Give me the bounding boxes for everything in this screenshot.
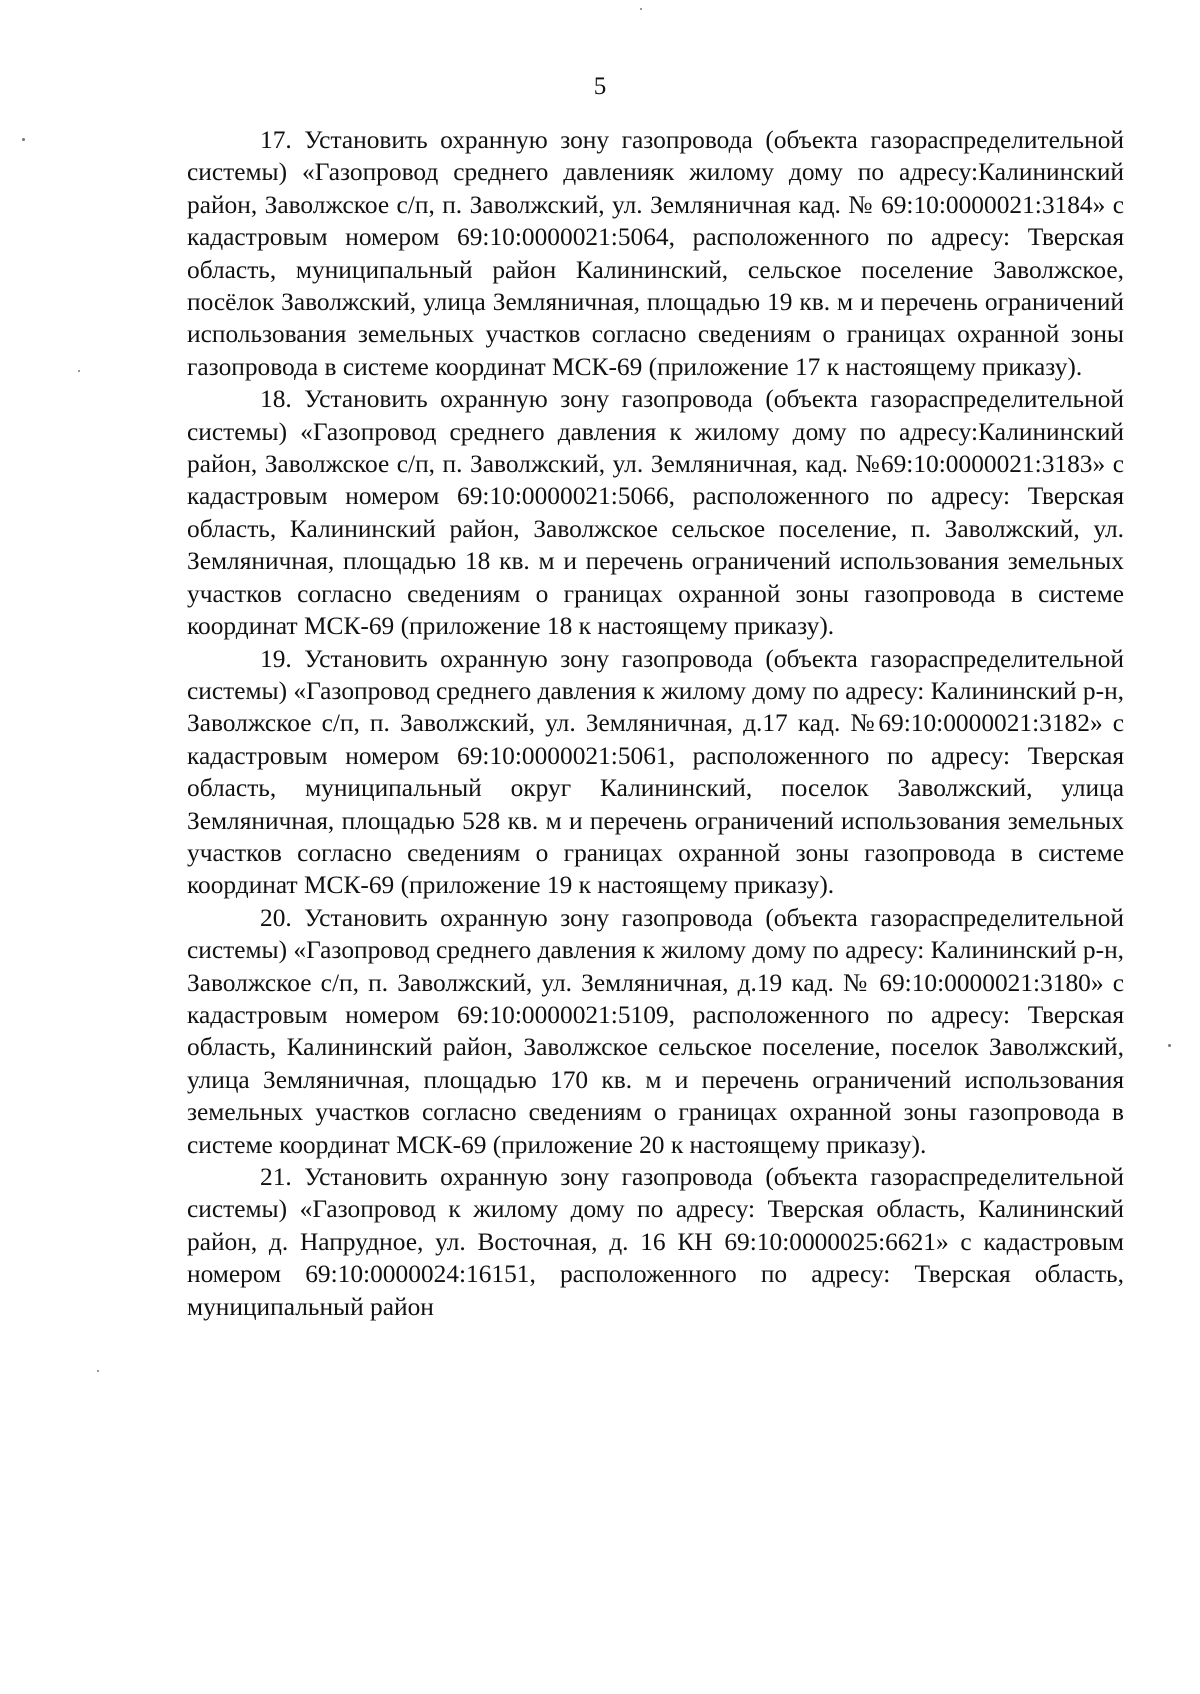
paragraph-19: 19. Установить охранную зону газопровода (объекта газораспределительной системы) «Газопровод среднего давления к жилому дому по адресу: Калининский р-н, Заволжское с/п, п. Заволжский, ул. Земляничная, д.17 кад. №69:10:0000021:3182» с кадастровым номером 69:10:0000021:5061, расположенного по адресу: Тверская область, муниципальный округ Калининский, поселок Заволжский, улица Земляничная, площадью 528 кв. м и перечень ограничений использования земельных участков согласно сведениям о границах охранной зоны газопровода в системе координат МСК-69 (приложение 19 к настоящему приказу). <box>187 644 1125 900</box>
scan-speck <box>78 370 80 372</box>
paragraph-18: 18. Установить охранную зону газопровода (объекта газораспределительной системы) «Газопровод среднего давления к жилому дому по адресу:Калининский район, Заволжское с/п, п. Заволжский, ул. Земляничная, кад. №69:10:0000021:3183» с кадастровым номером 69:10:0000021:5066, расположенного по адресу: Тверская область, Калининский район, Заволжское сельское поселение, п. Заволжский, ул. Земляничная, площадью 18 кв. м и перечень ограничений использования земельных участков согласно сведениям о границах охранной зоны газопровода в системе координат МСК-69 (приложение 18 к настоящему приказу). <box>187 385 1124 641</box>
page-number: 5 <box>593 73 607 100</box>
scan-speck <box>22 138 25 141</box>
scan-speck <box>97 1370 99 1372</box>
paragraph-20: 20. Установить охранную зону газопровода (объекта газораспределительной системы) «Газопровод среднего давления к жилому дому по адресу: Калининский р-н, Заволжское с/п, п. Заволжский, ул. Земляничная, д.19 кад. № 69:10:0000021:3180» с кадастровым номером 69:10:0000021:5109, расположенного по адресу: Тверская область, Калининский район, Заволжское сельское поселение, поселок Заволжский, улица Земляничная, площадью 170 кв. м и перечень ограничений использования земельных участков согласно сведениям о границах охранной зоны газопровода в системе координат МСК-69 (приложение 20 к настоящему приказу). <box>187 903 1125 1159</box>
paragraph-17: 17. Установить охранную зону газопровода (объекта газораспределительной системы) «Газопровод среднего давленияк жилому дому по адресу:Калининский район, Заволжское с/п, п. Заволжский, ул. Земляничная кад. № 69:10:0000021:3184» с кадастровым номером 69:10:0000021:5064, расположенного по адресу: Тверская область, муниципальный район Калининский, сельское поселение Заволжское, посёлок Заволжский, улица Земляничная, площадью 19 кв. м и перечень ограничений использования земельных участков согласно сведениям о границах охранной зоны газопровода в системе координат МСК-69 (приложение 17 к настоящему приказу). <box>187 126 1124 381</box>
paragraph-21: 21. Установить охранную зону газопровода (объекта газораспределительной системы) «Газопровод к жилому дому по адресу: Тверская область, Калининский район, д. Напрудное, ул. Восточная, д. 16 КН 69:10:0000025:6621» с кадастровым номером 69:10:0000024:16151, расположенного по адресу: Тверская область, муниципальный район <box>187 1163 1124 1321</box>
document-body <box>187 124 1124 1323</box>
scan-speck <box>640 8 642 10</box>
scan-speck <box>1168 1044 1171 1047</box>
